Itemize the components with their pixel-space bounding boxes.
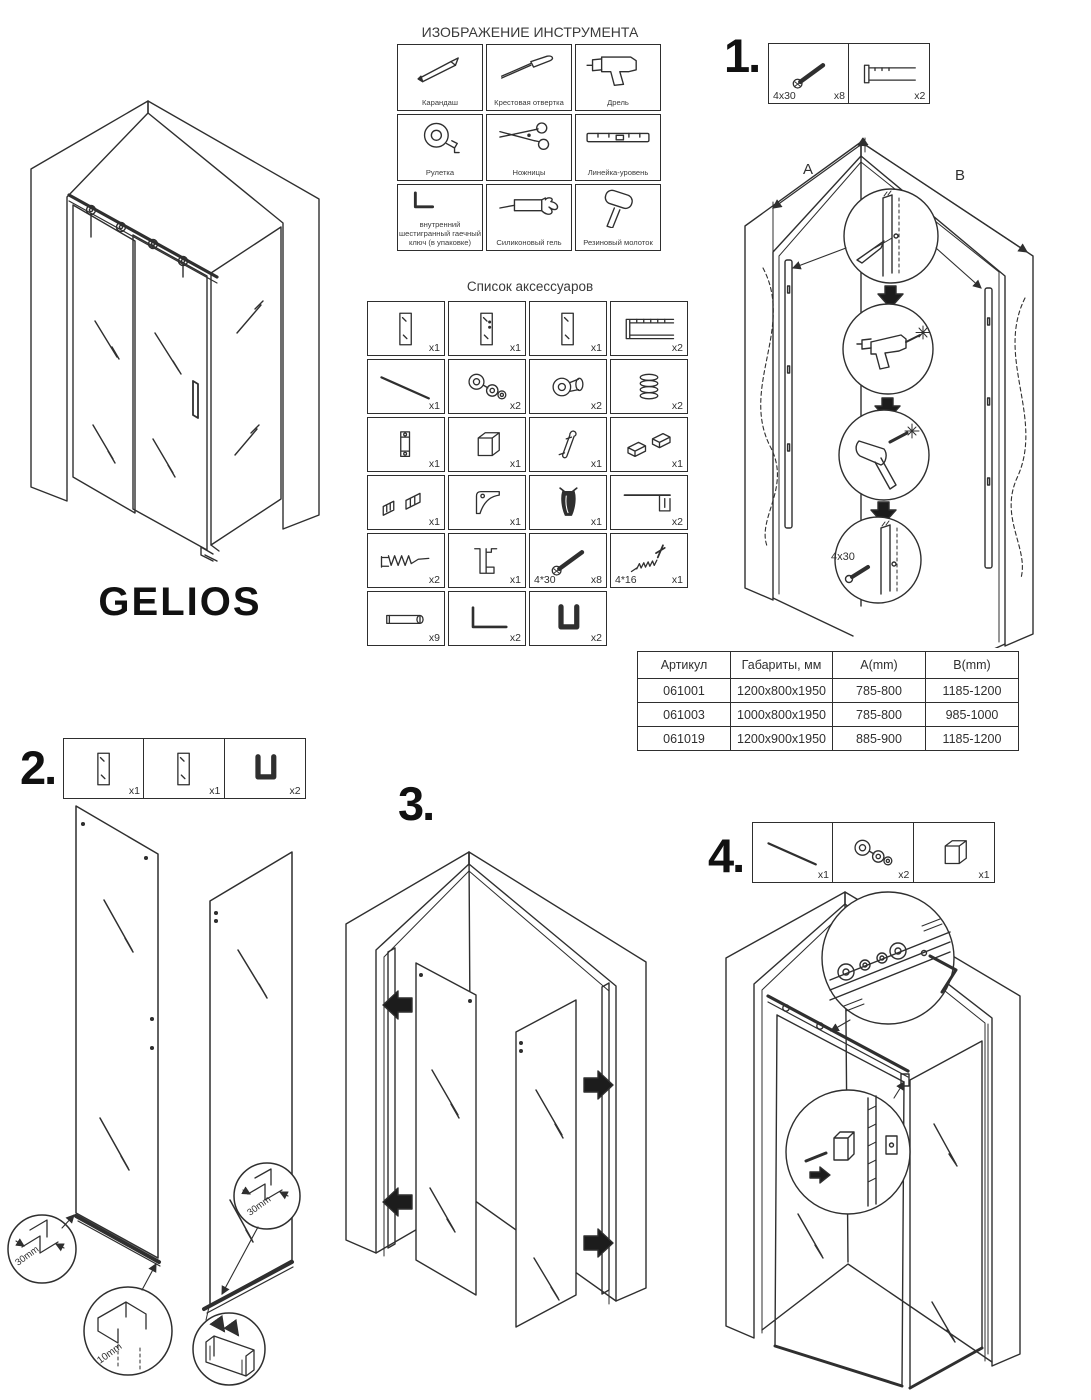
accessory-item [367,475,445,530]
step-1-number: 1. [724,29,760,82]
right-wall [148,101,319,529]
part-qty-label: x2 [914,90,926,102]
accessory-qty-label: x1 [509,458,521,470]
detail-circle-u-seal [193,1313,265,1385]
accessory-item [610,475,688,530]
accessories-grid [367,301,688,646]
drill-icon [579,48,657,88]
tool-label: Ножницы [512,168,546,178]
tool-label: Дрель [607,98,629,108]
accessory-qty-label: x1 [428,458,440,470]
size-table-header-row [638,652,1019,679]
tool-item [397,184,483,251]
part-item [752,822,834,883]
accessory-item [367,533,445,588]
accessory-qty-label: x1 [671,574,683,586]
detail-circle-30mm-left [8,1215,76,1283]
accessory-qty-label: x2 [671,342,683,354]
glass-panel-icon [149,749,219,789]
accessory-item [448,475,526,530]
size-table-cell: 1185-1200 [925,727,1018,751]
size-table-cell: 1200x800x1950 [731,679,833,703]
accessory-item [367,591,445,646]
tools-grid [397,44,661,251]
part-qty-label: x1 [817,869,829,881]
step-2-parts-box [63,738,306,799]
accessory-qty-label: x2 [590,400,602,412]
size-table [637,651,1019,751]
door-handle [193,381,198,418]
part-item [224,738,306,799]
tools-section-title: ИЗОБРАЖЕНИЕ ИНСТРУМЕНТА [421,24,639,40]
accessory-item [367,359,445,414]
accessory-item [448,533,526,588]
u-seal-icon [230,749,300,789]
accessory-item [610,301,688,356]
accessory-item [529,475,607,530]
step-4-parts-box [752,822,995,883]
label-30mm-right: 30mm [245,1194,274,1219]
accessory-qty-label: x1 [428,342,440,354]
part-qty-label: x1 [128,785,140,797]
accessory-qty-label: x8 [590,574,602,586]
part-item [913,822,995,883]
rubber-mallet-icon [579,188,657,228]
left-wall [31,101,148,501]
tool-item [486,114,572,181]
tool-label: Рулетка [425,168,455,178]
tool-label: Карандаш [421,98,459,108]
part-item [848,43,930,104]
part-size-label: 4x30 [773,90,796,102]
detail-circle-drill [843,304,933,394]
accessory-qty-label: x9 [428,632,440,644]
label-10mm: 10mm [95,1341,125,1367]
step-4-diagram [698,884,1091,1400]
dimension-a-arrow [773,146,859,208]
accessory-qty-label: x2 [671,400,683,412]
accessories-section-title: Список аксессуаров [466,279,594,294]
size-table-row [638,727,1019,751]
hex-key-icon [405,188,451,214]
part-qty-label: x1 [978,869,990,881]
step-1-diagram [733,136,1065,648]
part-item [832,822,914,883]
size-table-cell: 061003 [638,703,731,727]
glass-panel-left [76,806,158,1258]
accessory-qty-label: x1 [509,342,521,354]
dimension-a-label: A [803,161,814,178]
tool-item [575,114,661,181]
accessory-item [529,591,607,646]
product-isometric-drawing [15,95,355,587]
accessory-item [448,591,526,646]
left-wall [745,142,861,600]
accessory-size-label: 4*30 [534,574,556,586]
part-qty-label: x1 [209,785,221,797]
tool-item [397,114,483,181]
accessory-size-label: 4*16 [615,574,637,586]
left-wall-profile [785,260,792,528]
glass-panel-icon [69,749,139,789]
detail-circle-marking [844,189,938,283]
size-table-header-cell: A(mm) [832,652,925,679]
tool-label: Резиновый молоток [583,238,653,248]
detail-circle-mallet [839,410,929,500]
tool-item [575,44,661,111]
size-table-cell: 885-900 [832,727,925,751]
size-table-row [638,703,1019,727]
tool-item [575,184,661,251]
phillips-screwdriver-icon [490,48,568,88]
step-1-parts-box [768,43,930,104]
accessory-item [610,359,688,414]
accessory-qty-label: x2 [509,400,521,412]
accessory-qty-label: x1 [428,516,440,528]
size-table-cell: 1200x900x1950 [731,727,833,751]
size-table-header-cell: Габариты, мм [731,652,833,679]
accessory-item [448,359,526,414]
return-glass-panel [211,227,281,545]
sliding-door-panel [133,235,207,550]
accessory-qty-label: x2 [509,632,521,644]
screw-icon [774,54,844,94]
accessory-qty-label: x1 [590,342,602,354]
silicone-gun-icon [490,188,568,228]
size-table-cell: 785-800 [832,679,925,703]
accessory-qty-label: x1 [428,400,440,412]
accessory-qty-label: x1 [590,458,602,470]
size-table-cell: 1185-1200 [925,679,1018,703]
size-table-cell: 061001 [638,679,731,703]
accessory-qty-label: x2 [671,516,683,528]
part-qty-label: x2 [289,785,301,797]
step-2-number: 2. [20,741,56,794]
size-table-row [638,679,1019,703]
rollers-icon [838,833,908,873]
accessory-qty-label: x1 [509,574,521,586]
step-2-diagram [0,800,340,1400]
part-item [768,43,850,104]
tool-label: Линейка-уровень [587,168,649,178]
tool-label: Силиконовый гель [496,238,562,248]
accessory-qty-label: x1 [509,516,521,528]
accessory-item [367,301,445,356]
fixed-glass-panel [73,205,135,513]
accessory-item [610,417,688,472]
accessory-item [367,417,445,472]
wall-profile-icon [854,54,924,94]
tool-item [486,184,572,251]
tape-measure-icon [401,118,479,158]
return-glass-panel [910,1041,982,1388]
part-item [63,738,145,799]
screw-size-label: 4x30 [831,551,855,563]
rod-icon [758,833,828,873]
glass-block-icon [919,833,989,873]
size-table-header-cell: Артикул [638,652,731,679]
step-3-diagram [328,840,672,1396]
accessory-qty-label: x1 [590,516,602,528]
step-3-number: 3. [398,777,434,830]
dimension-b-label: B [955,167,966,184]
size-table-cell: 061019 [638,727,731,751]
accessory-item [529,533,607,588]
step-4-number: 4. [708,829,744,882]
accessory-item [610,533,688,588]
tool-item [397,44,483,111]
accessory-qty-label: x2 [428,574,440,586]
accessory-item [529,417,607,472]
size-table-cell: 1000x800x1950 [731,703,833,727]
size-table-header-cell: B(mm) [925,652,1018,679]
accessory-item [448,417,526,472]
scissors-icon [490,118,568,158]
tool-item [486,44,572,111]
ruler-level-icon [579,118,657,158]
size-table-cell: 785-800 [832,703,925,727]
accessory-item [529,301,607,356]
accessory-item [529,359,607,414]
size-table-cell: 985-1000 [925,703,1018,727]
tool-label: внутренний шестигранный гаечный ключ (в упаковке) [399,220,481,248]
product-title: GELIOS [98,580,262,624]
accessory-qty-label: x2 [590,632,602,644]
label-30mm-left: 30mm [13,1244,42,1269]
right-wall-profile [985,288,992,568]
accessory-qty-label: x1 [671,458,683,470]
glass-panel-left [416,963,476,1295]
part-qty-label: x8 [833,90,845,102]
tool-label: Крестовая отвертка [494,98,564,108]
part-qty-label: x2 [898,869,910,881]
accessory-item [448,301,526,356]
part-item [143,738,225,799]
pencil-icon [401,48,479,88]
